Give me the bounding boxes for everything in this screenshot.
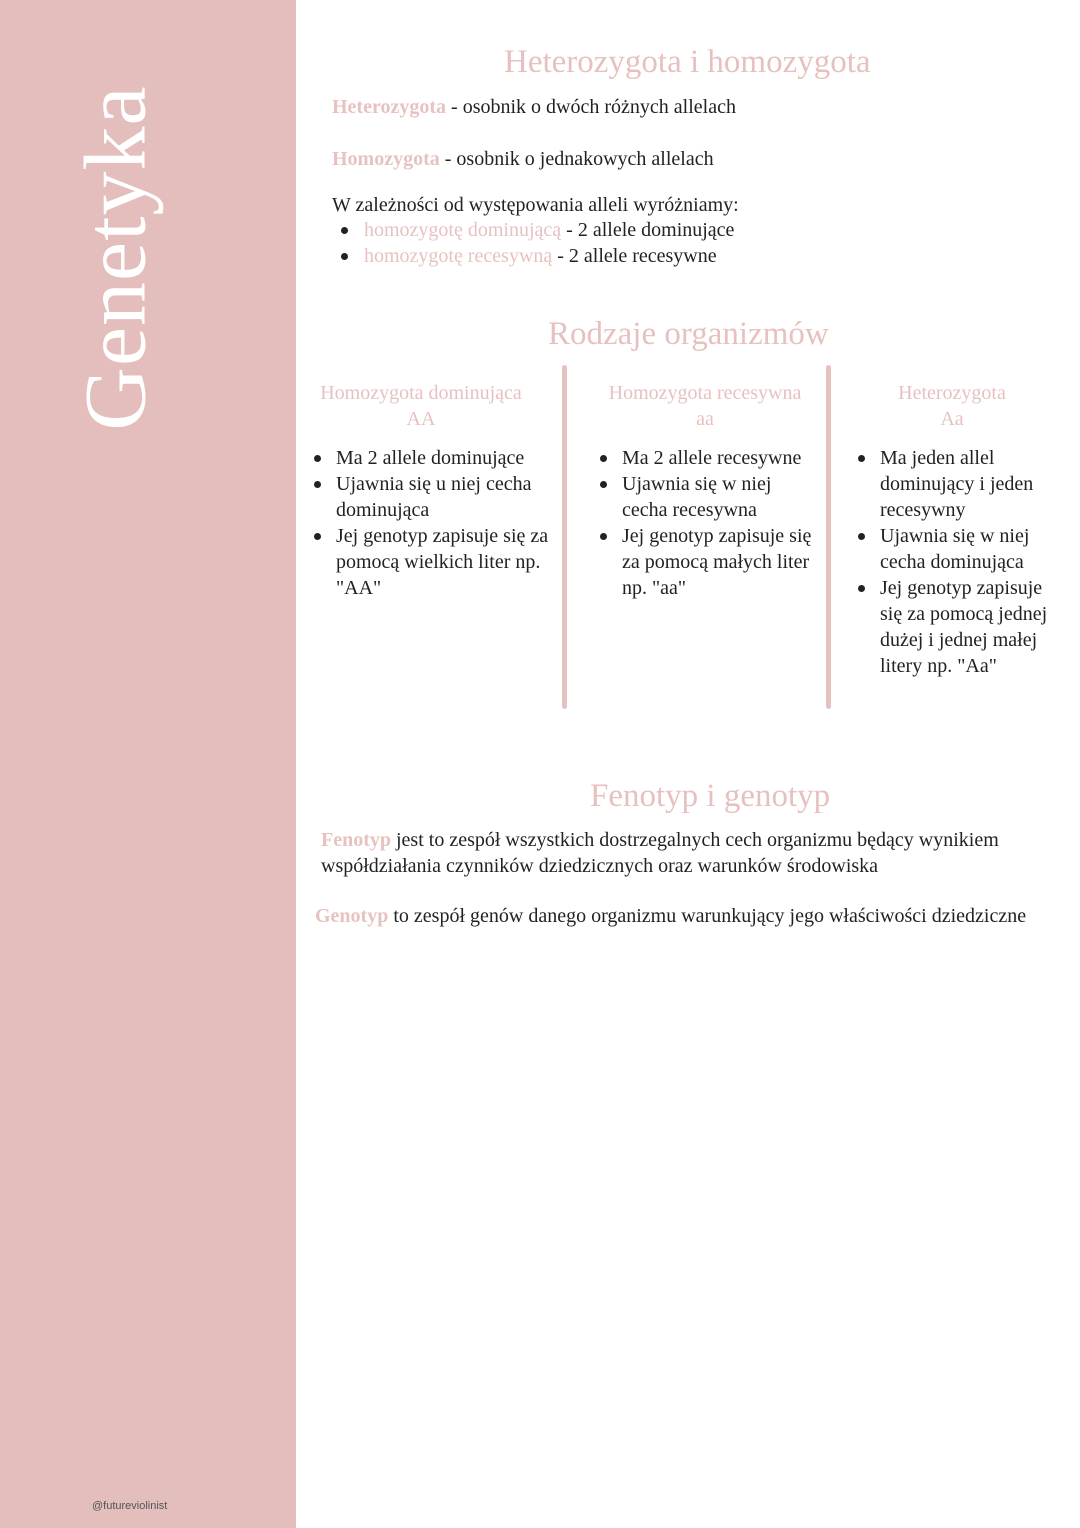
bullet-icon bbox=[341, 227, 348, 234]
column-heading: Homozygota dominująca bbox=[320, 382, 522, 404]
section-title-rodzaje: Rodzaje organizmów bbox=[548, 316, 829, 352]
column-heading: Homozygota recesywna bbox=[608, 382, 802, 404]
list-item: Ujawnia się w niej cecha recesywna bbox=[600, 471, 814, 523]
bullet-icon bbox=[341, 253, 348, 260]
term-homozygota: Homozygota bbox=[332, 148, 440, 170]
section-title-fenotyp: Fenotyp i genotyp bbox=[590, 778, 831, 814]
column-genotype: aa bbox=[696, 408, 714, 430]
list-item: Ujawnia się u niej cecha dominująca bbox=[314, 471, 550, 523]
intro-text: W zależności od występowania alleli wyróżniamy: bbox=[332, 194, 739, 216]
column-list-heterozygote bbox=[858, 445, 1064, 679]
column-genotype: AA bbox=[406, 408, 436, 430]
author-credit: @futureviolinist bbox=[92, 1500, 168, 1512]
column-title bbox=[306, 380, 536, 432]
list-text: - 2 allele recesywne bbox=[552, 245, 717, 267]
list-item: Ma 2 allele recesywne bbox=[600, 445, 814, 471]
column-title bbox=[852, 380, 1052, 432]
paragraph-fenotyp bbox=[321, 827, 1041, 879]
list-item: Ujawnia się w niej cecha dominująca bbox=[858, 523, 1064, 575]
paragraph-text: to zespół genów danego organizmu warunkujący jego właściwości dziedziczne bbox=[388, 905, 1027, 927]
list-item: Ma jeden allel dominujący i jeden recesywny bbox=[858, 445, 1064, 523]
list-item bbox=[364, 245, 717, 268]
column-heading: Heterozygota bbox=[898, 382, 1006, 404]
sidebar-title: Genetyka bbox=[67, 85, 165, 431]
column-genotype: Aa bbox=[940, 408, 964, 430]
list-item: Jej genotyp zapisuje się za pomocą wielkich liter np. "AA" bbox=[314, 523, 550, 601]
definition-text: - osobnik o dwóch różnych allelach bbox=[446, 96, 736, 118]
sidebar bbox=[0, 0, 296, 1528]
column-divider bbox=[826, 365, 831, 709]
term-heterozygota: Heterozygota bbox=[332, 96, 447, 118]
list-text: - 2 allele dominujące bbox=[561, 219, 735, 241]
definition-homozygota bbox=[332, 148, 714, 171]
column-divider bbox=[562, 365, 567, 709]
paragraph-genotyp bbox=[315, 903, 1065, 929]
column-list-dominant bbox=[314, 445, 550, 601]
definition-heterozygota bbox=[332, 96, 736, 119]
definition-text: - osobnik o jednakowych allelach bbox=[439, 148, 714, 170]
paragraph-text: jest to zespół wszystkich dostrzegalnych cech organizmu będący wynikiem współdziałania czynników dziedzicznych oraz warunków środowiska bbox=[321, 829, 999, 877]
list-term: homozygotę recesywną bbox=[364, 245, 553, 267]
list-item bbox=[364, 219, 734, 242]
column-title bbox=[590, 380, 820, 432]
column-list-recessive bbox=[600, 445, 814, 601]
list-item: Ma 2 allele dominujące bbox=[314, 445, 550, 471]
term-fenotyp: Fenotyp bbox=[321, 829, 391, 851]
list-term: homozygotę dominującą bbox=[364, 219, 562, 241]
list-item: Jej genotyp zapisuje się za pomocą jednej dużej i jednej małej litery np. "Aa" bbox=[858, 575, 1064, 679]
term-genotyp: Genotyp bbox=[315, 905, 389, 927]
list-item: Jej genotyp zapisuje się za pomocą małych liter np. "aa" bbox=[600, 523, 814, 601]
section-title-heterozygota: Heterozygota i homozygota bbox=[504, 44, 871, 80]
